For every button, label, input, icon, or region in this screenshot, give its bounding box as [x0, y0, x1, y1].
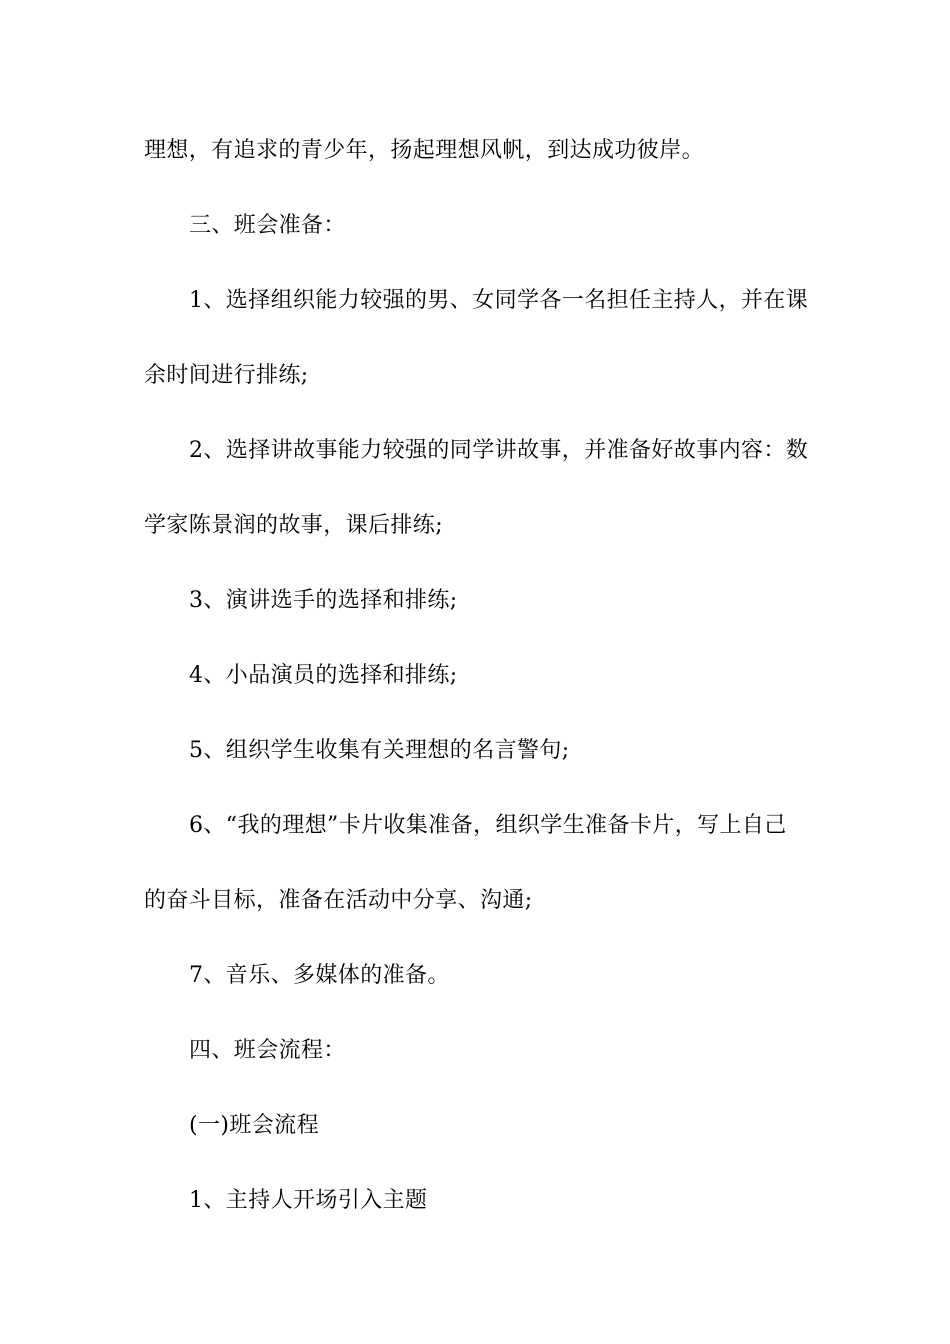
paragraph-line: 的奋斗目标，准备在活动中分享、沟通; [144, 888, 533, 913]
paragraph-line: 学家陈景润的故事，课后排练; [144, 513, 444, 538]
paragraph-line: 3、演讲选手的选择和排练; [189, 588, 458, 613]
paragraph-line: 1、选择组织能力较强的男、女同学各一名担任主持人，并在课 [189, 288, 809, 313]
paragraph-line: 5、组织学生收集有关理想的名言警句; [189, 738, 570, 763]
section-heading-process: 四、班会流程： [189, 1038, 346, 1063]
paragraph-line: 2、选择讲故事能力较强的同学讲故事，并准备好故事内容：数 [189, 438, 809, 463]
paragraph-line: 6、“我的理想”卡片收集准备，组织学生准备卡片，写上自己 [189, 813, 787, 838]
paragraph-line: 余时间进行排练; [144, 363, 309, 388]
paragraph-line: 4、小品演员的选择和排练; [189, 663, 458, 688]
paragraph-line: 7、音乐、多媒体的准备。 [189, 963, 450, 988]
paragraph-line: 1、主持人开场引入主题 [189, 1188, 428, 1213]
subsection-heading: (一)班会流程 [189, 1113, 319, 1138]
paragraph-line: 理想，有追求的青少年，扬起理想风帆，到达成功彼岸。 [144, 138, 705, 163]
section-heading-preparation: 三、班会准备： [189, 213, 346, 238]
